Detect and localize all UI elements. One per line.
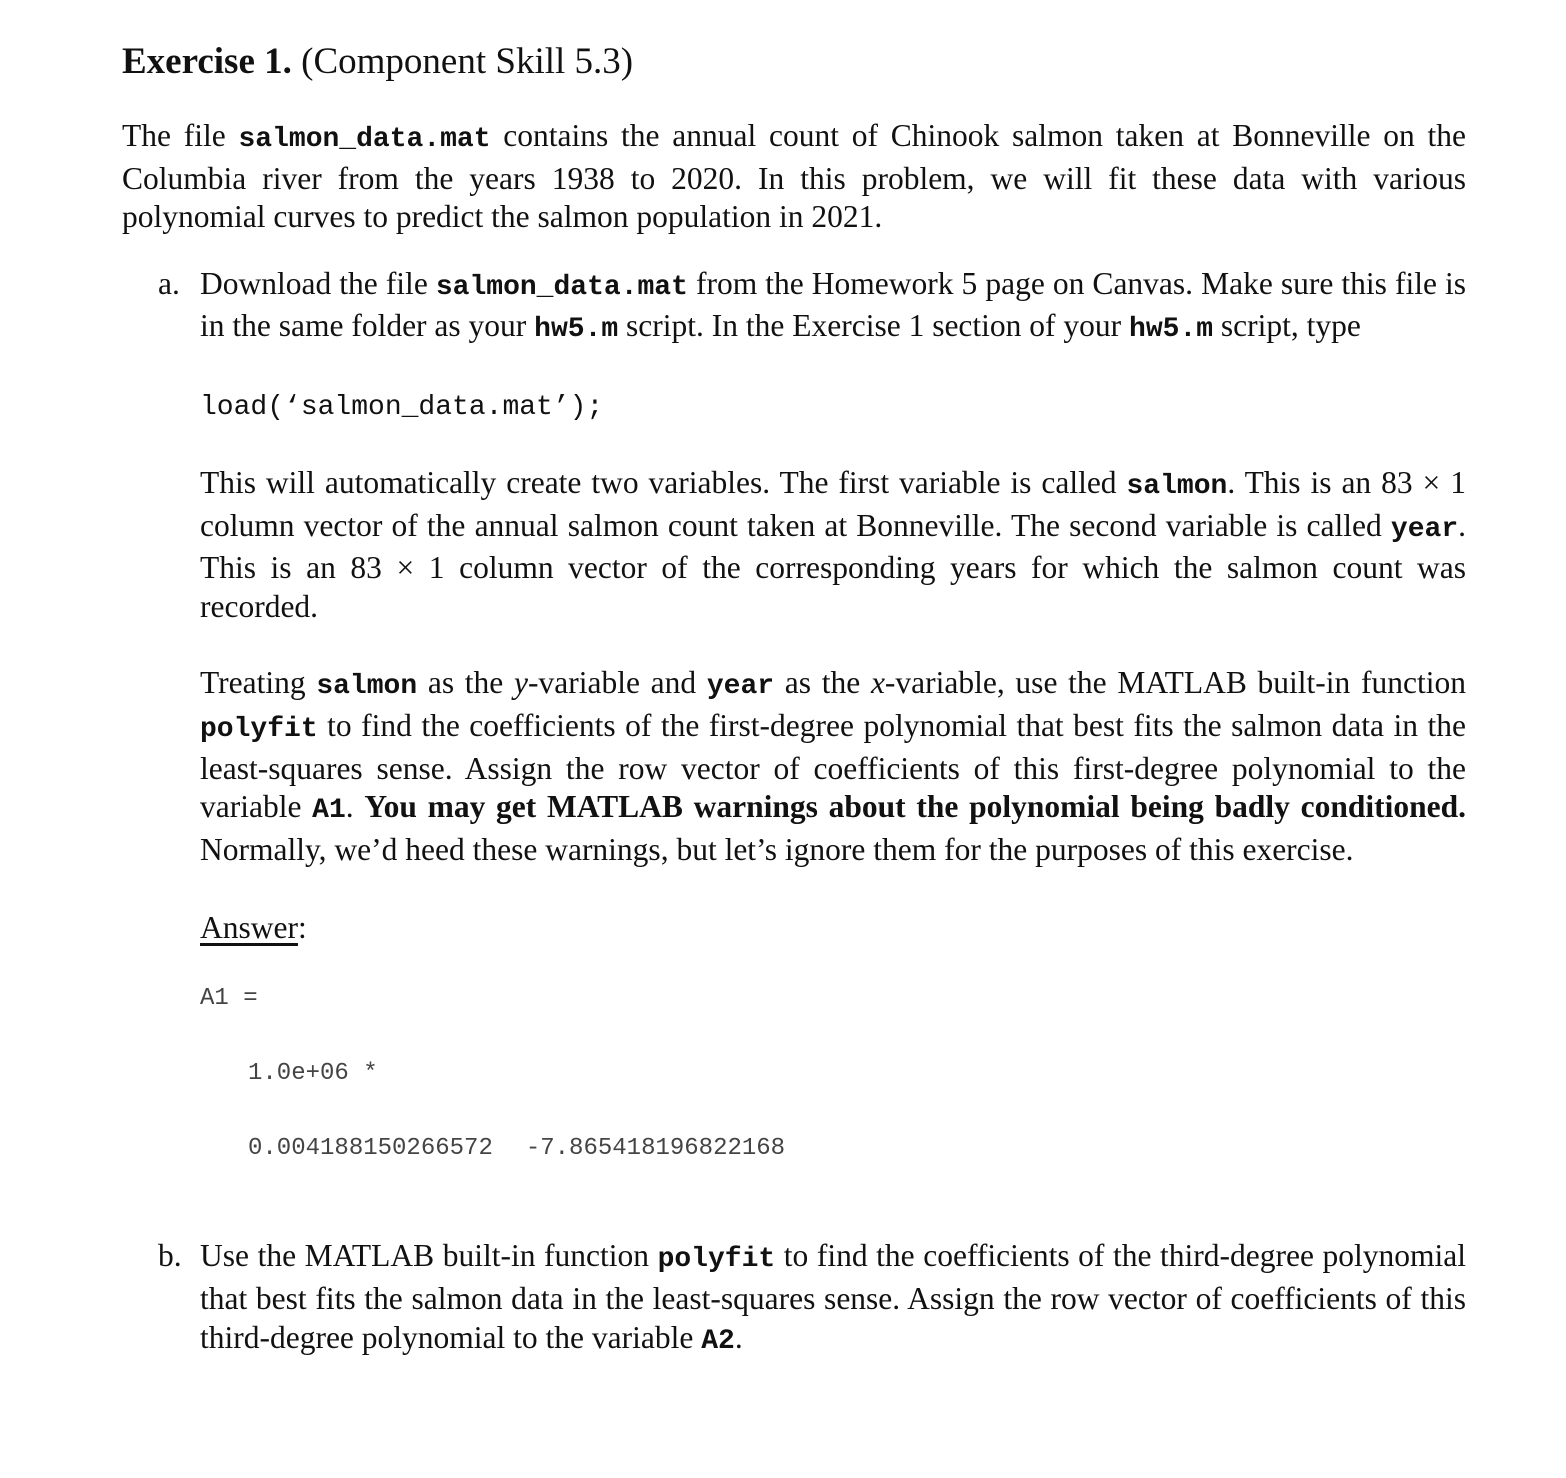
variables-paragraph <box>200 464 1466 626</box>
part-a-marker: a. <box>158 265 180 301</box>
data-filename: salmon_data.mat <box>435 271 688 303</box>
x-symbol: x <box>870 665 885 701</box>
polyfit-text-3: -variable and <box>528 665 707 701</box>
variables-text-2: . This is an 83 × 1 column vector of the annual salmon count taken at Bonneville. The second variable is called <box>200 464 1466 543</box>
answer-label <box>200 909 1466 947</box>
part-b <box>122 1237 1466 1361</box>
output-scale-factor: 1.0e+06 * <box>248 1060 378 1088</box>
load-command: load(‘salmon_data.mat’); <box>200 391 604 423</box>
answer-word: Answer <box>200 910 298 946</box>
script-filename: hw5.m <box>534 314 619 346</box>
a2-variable: A2 <box>701 1325 735 1357</box>
part-b-text-3: . <box>734 1319 743 1355</box>
intro-paragraph <box>122 117 1466 237</box>
polyfit-text-5: -variable, use the MATLAB built-in function <box>884 665 1466 701</box>
a1-variable: A1 <box>312 795 346 827</box>
part-b-instructions <box>200 1237 1466 1361</box>
data-filename: salmon_data.mat <box>238 124 491 155</box>
output-values <box>200 1134 1466 1164</box>
script-filename: hw5.m <box>1129 314 1214 346</box>
polyfit-text-7: . <box>345 789 365 825</box>
part-a-text-4: script, type <box>1213 308 1361 344</box>
year-variable: year <box>706 671 775 703</box>
output-assignment: A1 = <box>200 985 258 1013</box>
polyfit-text-6: to find the coefficients of the first-degree polynomial that best fits the salmon data in the least-squares sense. Assign the row vector of coefficients of this first-degree polynomial to the variable <box>200 707 1466 825</box>
polyfit-paragraph <box>200 664 1466 869</box>
answer-colon: : <box>297 910 307 946</box>
part-b-marker: b. <box>158 1238 182 1274</box>
salmon-variable: salmon <box>1126 470 1228 502</box>
part-a-text-2: from the Homework 5 page on Canvas. Make sure this file is in the same folder as your <box>200 265 1467 344</box>
polyfit-text-4: as the <box>774 665 871 701</box>
part-b-text-1: Use the MATLAB built-in function <box>200 1238 658 1274</box>
part-a <box>122 265 1466 1165</box>
warning-note: You may get MATLAB warnings about the polynomial being badly conditioned. <box>364 789 1466 825</box>
polyfit-text-1: Treating <box>200 665 317 701</box>
salmon-variable: salmon <box>316 671 418 703</box>
exercise-label: Exercise 1. <box>122 41 292 82</box>
output-value: 0.004188150266572 <box>248 1135 493 1163</box>
exercise-heading <box>122 38 1466 86</box>
variables-text-3: . This is an 83 × 1 column vector of the corresponding years for which the salmon count was recorded. <box>200 507 1466 624</box>
part-a-text-1: Download the file <box>200 265 436 301</box>
y-symbol: y <box>514 665 528 701</box>
year-variable: year <box>1390 513 1459 545</box>
exercise-subtitle: (Component Skill 5.3) <box>301 41 634 82</box>
variables-text-1: This will automatically create two variables. The first variable is called <box>200 464 1127 500</box>
part-a-instructions <box>200 265 1466 350</box>
intro-text-1: The file <box>122 118 239 153</box>
output-value: -7.865418196822168 <box>525 1135 786 1163</box>
polyfit-text-2: as the <box>417 665 515 701</box>
document-page <box>122 38 1466 1361</box>
part-a-text-3: script. In the Exercise 1 section of your <box>618 308 1130 344</box>
polyfit-text-8: Normally, we’d heed these warnings, but let’s ignore them for the purposes of this exercise. <box>200 831 1354 867</box>
intro-text-2: contains the annual count of Chinook salmon taken at Bonneville on the Columbia river from the years 1938 to 2020. In this problem, we will fit these data with various polynomial curves to predict the salmon population in 2021. <box>122 118 1466 235</box>
polyfit-function: polyfit <box>200 713 318 745</box>
polyfit-function: polyfit <box>657 1244 776 1276</box>
part-b-text-2: to find the coefficients of the third-degree polynomial that best fits the salmon data in the least-squares sense. Assign the row vector of coefficients of this third-degree polynomial to the variable <box>200 1238 1467 1355</box>
